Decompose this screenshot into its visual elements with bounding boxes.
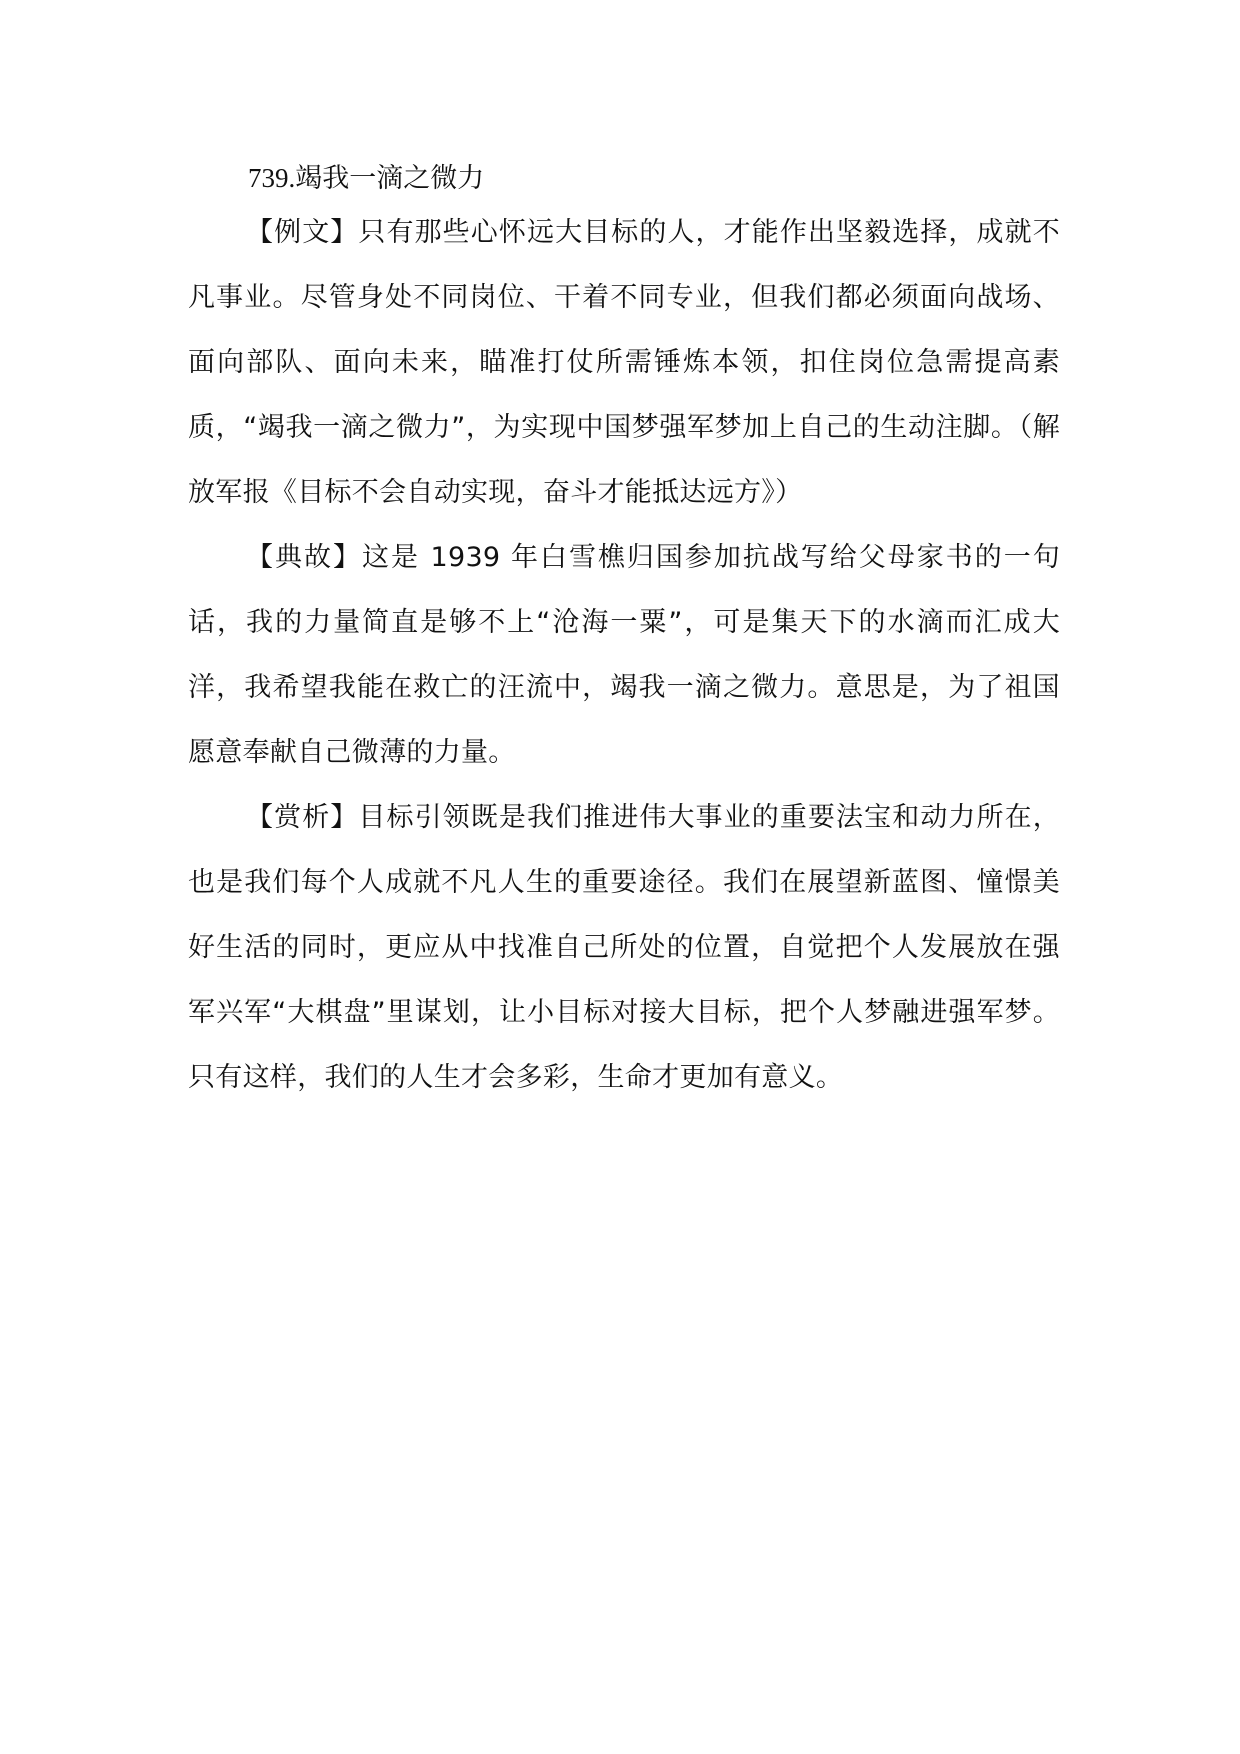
entry-title <box>248 160 484 197</box>
allusion-text: 这是 1939 年白雪樵归国参加抗战写给父母家书的一句话，我的力量简直是够不上“沧海一粟”，可是集天下的水滴而汇成大洋，我希望我能在救亡的汪流中，竭我一滴之微力。意思是，为了祖国愿意奉献自己微薄的力量。 <box>188 542 1061 768</box>
example-text: 只有那些心怀远大目标的人，才能作出坚毅选择，成就不凡事业。尽管身处不同岗位、干着不同专业，但我们都必须面向战场、面向部队、面向未来，瞄准打仗所需锤炼本领，扣住岗位急需提高素质，“竭我一滴之微力”，为实现中国梦强军梦加上自己的生动注脚。（解放军报《目标不会自动实现，奋斗才能抵达远方》） <box>188 217 1061 508</box>
analysis-text: 目标引领既是我们推进伟大事业的重要法宝和动力所在，也是我们每个人成就不凡人生的重要途径。我们在展望新蓝图、憧憬美好生活的同时，更应从中找准自己所处的位置，自觉把个人发展放在强军兴军“大棋盘”里谋划，让小目标对接大目标，把个人梦融进强军梦。只有这样，我们的人生才会多彩，生命才更加有意义。 <box>188 802 1061 1093</box>
analysis-label: 【赏析】 <box>246 802 359 833</box>
example-label: 【例文】 <box>246 217 359 248</box>
analysis-paragraph <box>188 785 1060 1110</box>
allusion-label: 【典故】 <box>246 542 362 573</box>
allusion-paragraph <box>188 525 1060 785</box>
entry-number: 739. <box>248 163 296 193</box>
example-paragraph <box>188 200 1060 525</box>
entry-title-text: 竭我一滴之微力 <box>295 163 485 194</box>
entry-body <box>188 200 1060 1110</box>
